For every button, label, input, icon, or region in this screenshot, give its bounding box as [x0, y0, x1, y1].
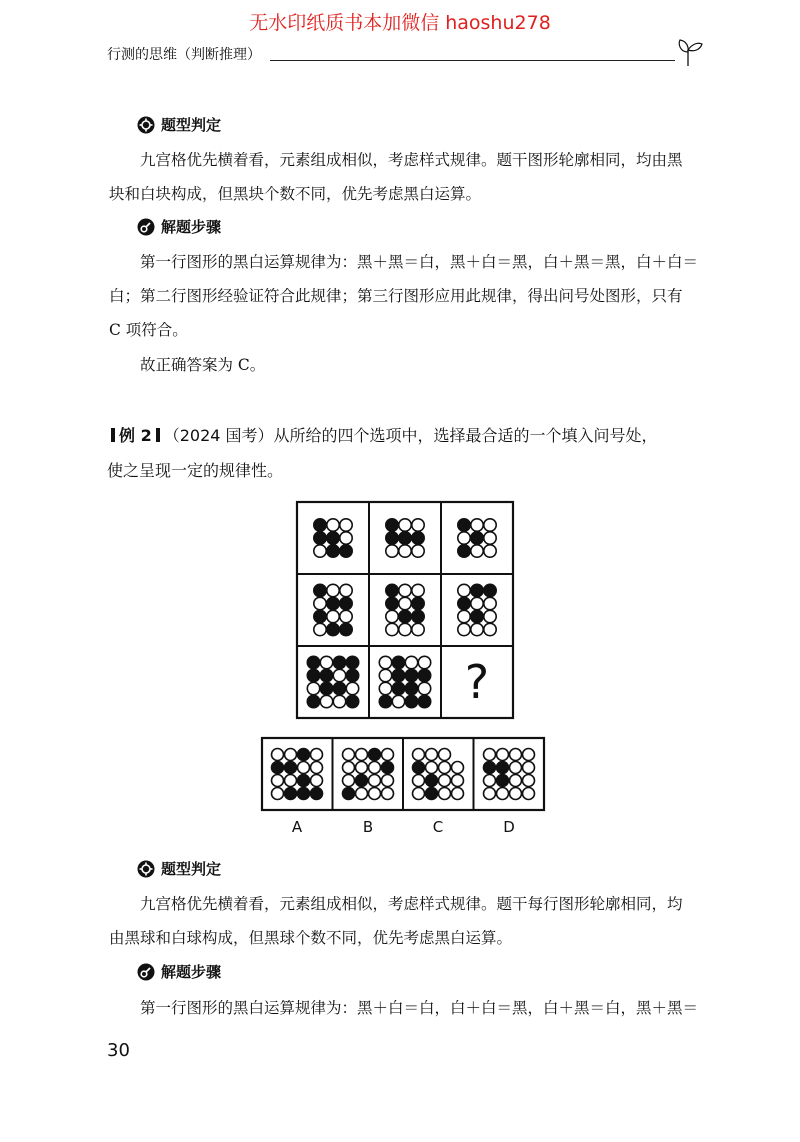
white-ball: [426, 762, 438, 774]
white-ball: [510, 749, 522, 761]
grid-cell-1-2: [386, 519, 424, 557]
question-line: （2024 国考）从所给的四个选项中，选择最合适的一个填入问号处，: [163, 426, 658, 445]
white-ball: [369, 775, 381, 787]
black-ball: [346, 695, 358, 707]
white-ball: [497, 788, 509, 800]
black-ball: [497, 762, 509, 774]
grid-cell-3-1: [307, 656, 358, 707]
white-ball: [399, 584, 411, 596]
type-heading-1-label: 题型判定: [161, 116, 222, 134]
black-ball: [471, 584, 483, 596]
white-ball: [484, 610, 496, 622]
white-ball: [314, 623, 326, 635]
text-line: 白；第二行图形经验证符合此规律；第三行图形应用此规律，得出问号处图形，只有: [109, 287, 683, 305]
white-ball: [399, 519, 411, 531]
option-label-c: C: [432, 818, 444, 836]
black-ball: [320, 669, 332, 681]
example-label: 例 2: [119, 426, 152, 445]
white-ball: [471, 545, 483, 557]
white-ball: [523, 762, 535, 774]
white-ball: [379, 656, 391, 668]
black-ball: [426, 788, 438, 800]
black-ball: [320, 682, 332, 694]
question-line: 使之呈现一定的规律性。: [107, 461, 284, 480]
white-ball: [523, 749, 535, 761]
white-ball: [311, 762, 323, 774]
white-ball: [426, 749, 438, 761]
black-ball: [412, 597, 424, 609]
black-ball: [327, 597, 339, 609]
page-number: 30: [107, 1040, 130, 1061]
grid-cell-1-1: [314, 519, 352, 557]
text-line: 块和白块构成，但黑块个数不同，优先考虑黑白运算。: [109, 185, 482, 203]
black-ball: [314, 519, 326, 531]
grid-cell-2-1: [314, 584, 352, 635]
white-ball: [343, 775, 355, 787]
black-ball: [340, 623, 352, 635]
option-figure-c[interactable]: [413, 749, 464, 800]
black-ball: [314, 532, 326, 544]
text-line: C 项符合。: [109, 321, 188, 339]
steps-paragraph-2: [109, 991, 705, 1025]
white-ball: [327, 584, 339, 596]
black-ball: [386, 584, 398, 596]
option-figure-d[interactable]: [484, 749, 535, 800]
option-label-d: D: [503, 818, 515, 836]
white-ball: [510, 762, 522, 774]
white-ball: [285, 749, 297, 761]
black-ball: [327, 545, 339, 557]
white-ball: [340, 519, 352, 531]
white-ball: [458, 623, 470, 635]
text-line: 第一行图形的黑白运算规律为：黑＋白＝白，白＋白＝黑，白＋黑＝白，黑＋黑＝: [140, 999, 699, 1017]
black-ball: [471, 532, 483, 544]
white-ball: [484, 623, 496, 635]
white-ball: [484, 788, 496, 800]
white-ball: [523, 788, 535, 800]
option-figure-a[interactable]: [272, 749, 323, 800]
white-ball: [382, 788, 394, 800]
white-ball: [333, 695, 345, 707]
white-ball: [356, 762, 368, 774]
white-ball: [471, 623, 483, 635]
white-ball: [333, 669, 345, 681]
text-line: 九宫格优先横着看，元素组成相似，考虑样式规律。题干每行图形轮廓相同，均: [140, 895, 683, 913]
white-ball: [399, 545, 411, 557]
white-ball: [484, 545, 496, 557]
white-ball: [471, 519, 483, 531]
white-ball: [311, 775, 323, 787]
white-ball: [412, 623, 424, 635]
option-label-a: A: [291, 818, 303, 836]
black-ball: [340, 545, 352, 557]
grid-cell-3-2: [379, 656, 430, 707]
white-ball: [413, 749, 425, 761]
black-ball: [426, 775, 438, 787]
white-ball: [314, 597, 326, 609]
white-ball: [379, 669, 391, 681]
white-ball: [285, 775, 297, 787]
white-ball: [399, 623, 411, 635]
white-ball: [405, 656, 417, 668]
white-ball: [379, 682, 391, 694]
option-figure-b[interactable]: [343, 749, 394, 800]
black-ball: [458, 545, 470, 557]
white-ball: [320, 695, 332, 707]
white-ball: [386, 610, 398, 622]
white-ball: [484, 532, 496, 544]
black-ball: [471, 610, 483, 622]
black-ball: [399, 532, 411, 544]
white-ball: [484, 749, 496, 761]
black-ball: [346, 656, 358, 668]
white-ball: [311, 749, 323, 761]
white-ball: [484, 597, 496, 609]
white-ball: [327, 519, 339, 531]
white-ball: [382, 775, 394, 787]
black-ball: [382, 762, 394, 774]
grid-cell-1-3: [458, 519, 496, 557]
white-ball: [320, 656, 332, 668]
white-ball: [340, 610, 352, 622]
white-ball: [272, 788, 284, 800]
black-ball: [298, 775, 310, 787]
black-ball: [458, 597, 470, 609]
black-ball: [314, 610, 326, 622]
black-ball: [412, 610, 424, 622]
white-ball: [340, 532, 352, 544]
white-ball: [343, 749, 355, 761]
white-ball: [340, 584, 352, 596]
black-ball: [343, 788, 355, 800]
watermark-text: 无水印纸质书本加微信 haoshu278: [249, 12, 551, 34]
black-ball: [307, 669, 319, 681]
white-ball: [510, 788, 522, 800]
black-ball: [405, 695, 417, 707]
wrench-icon: [137, 963, 155, 981]
black-ball: [298, 788, 310, 800]
white-ball: [272, 749, 284, 761]
black-ball: [386, 597, 398, 609]
steps-heading-2-label: 解题步骤: [161, 963, 222, 981]
black-ball: [333, 682, 345, 694]
type-heading-2: [137, 858, 221, 879]
option-label-b: B: [362, 818, 374, 836]
black-ball: [392, 669, 404, 681]
black-ball: [405, 682, 417, 694]
question-mark: ?: [464, 655, 490, 709]
black-ball: [311, 788, 323, 800]
white-ball: [418, 682, 430, 694]
black-ball: [307, 656, 319, 668]
white-ball: [439, 788, 451, 800]
white-ball: [484, 519, 496, 531]
white-ball: [386, 545, 398, 557]
text-line: 九宫格优先横着看，元素组成相似，考虑样式规律。题干图形轮廓相同，均由黑: [140, 151, 683, 169]
white-ball: [484, 775, 496, 787]
black-ball: [386, 532, 398, 544]
white-ball: [392, 695, 404, 707]
white-ball: [439, 775, 451, 787]
black-ball: [346, 669, 358, 681]
running-header-title: 行测的思维（判断推理）: [107, 47, 261, 63]
grid-cell-2-3: [458, 584, 496, 635]
black-ball: [458, 519, 470, 531]
white-ball: [399, 597, 411, 609]
black-ball: [307, 695, 319, 707]
black-ball: [392, 682, 404, 694]
white-ball: [452, 762, 464, 774]
white-ball: [413, 788, 425, 800]
text-line: 由黑球和白球构成，但黑球个数不同，优先考虑黑白运算。: [109, 929, 513, 947]
white-ball: [382, 749, 394, 761]
black-ball: [484, 762, 496, 774]
white-ball: [458, 610, 470, 622]
black-ball: [340, 597, 352, 609]
black-ball: [285, 762, 297, 774]
white-ball: [386, 623, 398, 635]
steps-heading-1-label: 解题步骤: [161, 218, 222, 236]
black-ball: [399, 610, 411, 622]
black-ball: [412, 532, 424, 544]
white-ball: [452, 775, 464, 787]
white-ball: [272, 775, 284, 787]
white-ball: [343, 762, 355, 774]
black-ball: [327, 623, 339, 635]
white-ball: [452, 788, 464, 800]
text-line: 第一行图形的黑白运算规律为：黑＋黑＝白，黑＋白＝黑，白＋黑＝黑，白＋白＝: [140, 253, 699, 271]
black-ball: [272, 762, 284, 774]
white-ball: [439, 749, 451, 761]
grid-cell-2-2: [386, 584, 424, 635]
black-ball: [484, 584, 496, 596]
black-ball: [405, 669, 417, 681]
white-ball: [413, 775, 425, 787]
black-ball: [418, 695, 430, 707]
white-ball: [471, 597, 483, 609]
white-ball: [497, 749, 509, 761]
black-ball: [314, 584, 326, 596]
white-ball: [346, 682, 358, 694]
black-ball: [298, 749, 310, 761]
white-ball: [439, 762, 451, 774]
white-ball: [327, 610, 339, 622]
white-ball: [458, 584, 470, 596]
answer-text: 故正确答案为 C。: [140, 356, 266, 374]
white-ball: [412, 519, 424, 531]
black-ball: [413, 762, 425, 774]
type-heading-2-label: 题型判定: [161, 860, 222, 878]
black-ball: [379, 695, 391, 707]
white-ball: [369, 788, 381, 800]
white-ball: [369, 762, 381, 774]
black-ball: [369, 749, 381, 761]
white-ball: [298, 762, 310, 774]
gear-icon: [137, 860, 155, 878]
black-ball: [418, 669, 430, 681]
black-ball: [327, 532, 339, 544]
black-ball: [285, 788, 297, 800]
white-ball: [412, 545, 424, 557]
white-ball: [523, 775, 535, 787]
white-ball: [412, 584, 424, 596]
white-ball: [356, 749, 368, 761]
white-ball: [418, 656, 430, 668]
black-ball: [497, 775, 509, 787]
white-ball: [314, 545, 326, 557]
steps-heading-2: [137, 961, 221, 982]
white-ball: [458, 532, 470, 544]
black-ball: [392, 656, 404, 668]
white-ball: [356, 788, 368, 800]
black-ball: [356, 775, 368, 787]
type-paragraph-2: [109, 887, 705, 955]
black-ball: [333, 656, 345, 668]
white-ball: [307, 682, 319, 694]
white-ball: [510, 775, 522, 787]
black-ball: [386, 519, 398, 531]
